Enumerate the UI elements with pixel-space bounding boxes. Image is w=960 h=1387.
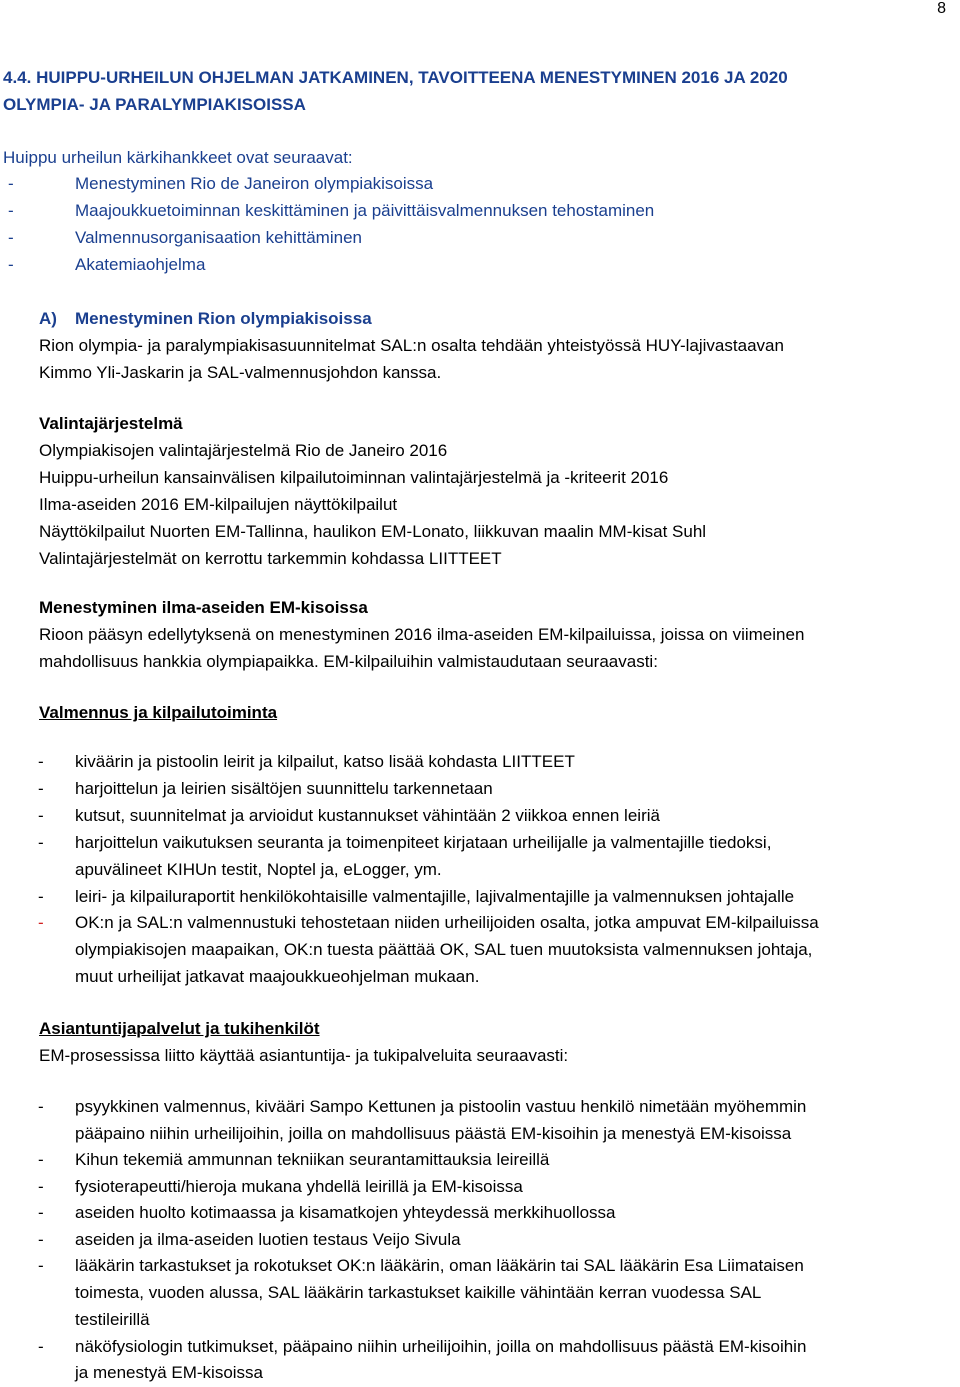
list-dash: - <box>38 1230 44 1249</box>
list-item: psyykkinen valmennus, kivääri Sampo Kettunen ja pistoolin vastuu henkilö nimetään myöhemmin <box>75 1097 807 1116</box>
list-dash: - <box>38 833 44 852</box>
list-item: aseiden huolto kotimaassa ja kisamatkojen yhteydessä merkkihuollossa <box>75 1203 616 1222</box>
list-item-continued: testileirillä <box>75 1310 150 1329</box>
body-line: Näyttökilpailut Nuorten EM-Tallinna, haulikon EM-Lonato, liikkuvan maalin MM-kisat Suhl <box>39 522 707 541</box>
list-item: harjoittelun ja leirien sisältöjen suunnittelu tarkennetaan <box>75 779 493 798</box>
body-line: Kimmo Yli-Jaskarin ja SAL-valmennusjohdon kanssa. <box>39 363 442 382</box>
intro-item: Maajoukkuetoiminnan keskittäminen ja päivittäisvalmennuksen tehostaminen <box>75 201 655 220</box>
air-em-title: Menestyminen ilma-aseiden EM-kisoissa <box>39 598 368 617</box>
heading-line-2: OLYMPIA- JA PARALYMPIAKISOISSA <box>3 95 306 114</box>
list-item-continued: ja menestyä EM-kisoissa <box>75 1363 264 1382</box>
list-item-continued: muut urheilijat jatkavat maajoukkueohjelman mukaan. <box>75 967 480 986</box>
list-item: kiväärin ja pistoolin leirit ja kilpailut, katso lisää kohdasta LIITTEET <box>75 752 575 771</box>
body-line: Rioon pääsyn edellytyksenä on menestyminen 2016 ilma-aseiden EM-kilpailuissa, joissa on viimeinen <box>39 625 805 644</box>
list-item-continued: apuvälineet KIHUn testit, Noptel ja, eLogger, ym. <box>75 860 442 879</box>
list-dash: - <box>38 1203 44 1222</box>
list-dash: - <box>38 1150 44 1169</box>
list-item-continued: pääpaino niihin urheilijoihin, joilla on mahdollisuus päästä EM-kisoihin ja menestyä EM-kisoissa <box>75 1124 792 1143</box>
list-dash: - <box>8 201 14 220</box>
coaching-title: Valmennus ja kilpailutoiminta <box>39 703 278 722</box>
experts-title: Asiantuntijapalvelut ja tukihenkilöt <box>39 1019 320 1038</box>
list-item-continued: olympiakisojen maapaikan, OK:n tuesta päättää OK, SAL tuen muutoksista valmennuksen johtaja, <box>75 940 813 959</box>
body-line: Ilma-aseiden 2016 EM-kilpailujen näyttökilpailut <box>39 495 398 514</box>
list-item: lääkärin tarkastukset ja rokotukset OK:n lääkärin, oman lääkärin tai SAL lääkärin Esa Liimataisen <box>75 1256 804 1275</box>
section-a-marker: A) <box>39 309 57 328</box>
list-item: fysioterapeutti/hieroja mukana yhdellä leirillä ja EM-kisoissa <box>75 1177 523 1196</box>
list-dash: - <box>38 806 44 825</box>
experts-lead: EM-prosessissa liitto käyttää asiantuntija- ja tukipalveluita seuraavasti: <box>39 1046 569 1065</box>
list-dash: - <box>38 1177 44 1196</box>
list-dash: - <box>38 1097 44 1116</box>
list-item: OK:n ja SAL:n valmennustuki tehostetaan niiden urheilijoiden osalta, jotka ampuvat EM-kilpailuissa <box>75 913 819 932</box>
list-dash: - <box>8 255 14 274</box>
list-item-continued: toimesta, vuoden alussa, SAL lääkärin tarkastukset kaikille vähintään kerran vuodessa SAL <box>75 1283 762 1302</box>
list-dash: - <box>38 752 44 771</box>
selection-title: Valintajärjestelmä <box>39 414 183 433</box>
list-dash-red: - <box>38 913 44 932</box>
body-line: Valintajärjestelmät on kerrottu tarkemmin kohdassa LIITTEET <box>39 549 502 568</box>
intro-item: Valmennusorganisaation kehittäminen <box>75 228 362 247</box>
list-dash: - <box>8 174 14 193</box>
page-number: 8 <box>937 0 946 17</box>
list-dash: - <box>38 887 44 906</box>
intro-item: Akatemiaohjelma <box>75 255 206 274</box>
body-line: Rion olympia- ja paralympiakisasuunnitelmat SAL:n osalta tehdään yhteistyössä HUY-lajivastaavan <box>39 336 784 355</box>
list-item: aseiden ja ilma-aseiden luotien testaus Veijo Sivula <box>75 1230 461 1249</box>
list-item: kutsut, suunnitelmat ja arvioidut kustannukset vähintään 2 viikkoa ennen leiriä <box>75 806 660 825</box>
list-dash: - <box>38 1256 44 1275</box>
list-item: näköfysiologin tutkimukset, pääpaino niihin urheilijoihin, joilla on mahdollisuus päästä EM-kisoihin <box>75 1337 807 1356</box>
heading-line-1: 4.4. HUIPPU-URHEILUN OHJELMAN JATKAMINEN, TAVOITTEENA MENESTYMINEN 2016 JA 2020 <box>3 68 788 87</box>
list-dash: - <box>8 228 14 247</box>
list-item: harjoittelun vaikutuksen seuranta ja toimenpiteet kirjataan urheilijalle ja valmentajille tiedoksi, <box>75 833 772 852</box>
body-line: mahdollisuus hankkia olympiapaikka. EM-kilpailuihin valmistaudutaan seuraavasti: <box>39 652 658 671</box>
body-line: Huippu-urheilun kansainvälisen kilpailutoiminnan valintajärjestelmä ja -kriteerit 2016 <box>39 468 669 487</box>
list-dash: - <box>38 779 44 798</box>
body-line: Olympiakisojen valintajärjestelmä Rio de Janeiro 2016 <box>39 441 448 460</box>
section-a-title: Menestyminen Rion olympiakisoissa <box>75 309 372 328</box>
list-item: Kihun tekemiä ammunnan tekniikan seurantamittauksia leireillä <box>75 1150 550 1169</box>
list-dash: - <box>38 1337 44 1356</box>
list-item: leiri- ja kilpailuraportit henkilökohtaisille valmentajille, lajivalmentajille ja valmennuksen johtajalle <box>75 887 795 906</box>
intro-lead: Huippu urheilun kärkihankkeet ovat seuraavat: <box>3 148 353 167</box>
intro-item: Menestyminen Rio de Janeiron olympiakisoissa <box>75 174 434 193</box>
